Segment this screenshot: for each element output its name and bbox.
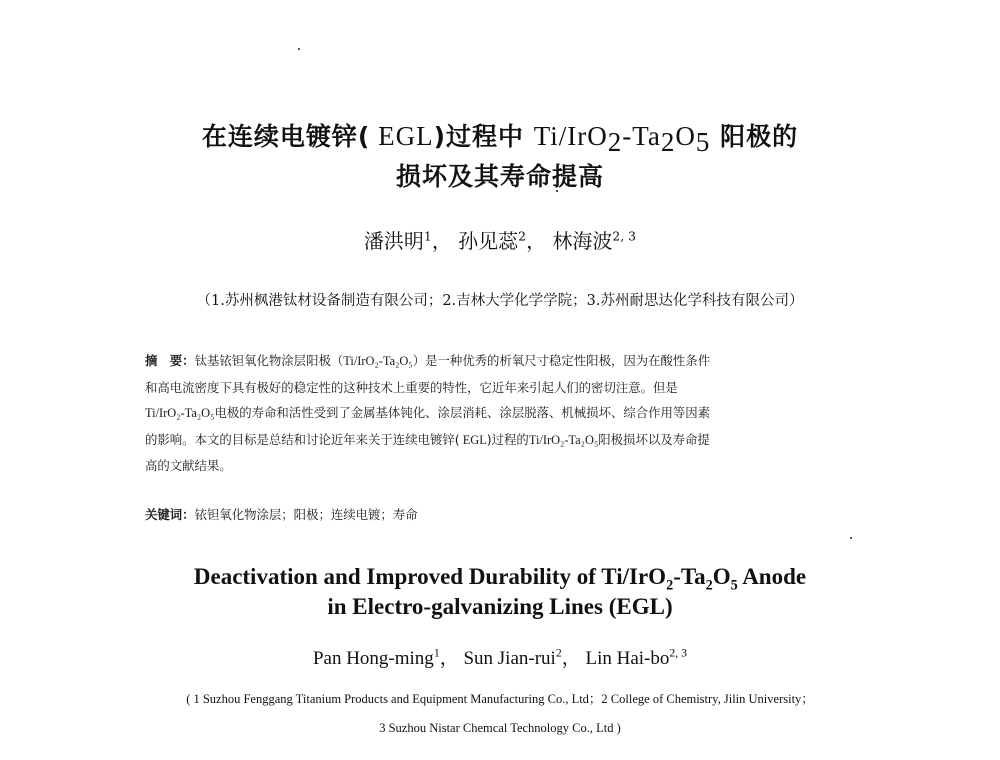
- chinese-title-line1: 在连续电镀锌( EGL)过程中 $Ti/IrO_2-Ta_2O_5$ 阳极的: [201, 121, 799, 157]
- keywords-label: 关键词：: [145, 507, 195, 522]
- author-cn: 林海波: [552, 229, 613, 253]
- author-cn: 孙见蕊: [458, 229, 519, 253]
- chinese-affiliations: （1.苏州枫港钛材设备制造有限公司；2.吉林大学化学学院；3.苏州耐思达化学科技有限公司）: [196, 293, 804, 309]
- abstract-label: 摘 要：: [145, 353, 195, 368]
- chinese-authors: 潘洪明$^1$， 孙见蕊$^2$， 林海波$^{2, 3}$: [363, 228, 637, 253]
- abstract-line: 的影响。本文的目标是总结和讨论近年来关于连续电镀锌( EGL)过程的Ti/IrO₂-Ta₂O₅阳极损坏以及寿命提: [145, 431, 710, 447]
- english-title-line1: Deactivation and Improved Durability of $Ti/IrO_2-Ta_2O_5$ Anode: [193, 564, 807, 594]
- abstract-cn: [145, 348, 855, 479]
- english-title-line2: in Electro-galvanizing Lines (EGL): [327, 594, 673, 619]
- author-cn: 潘洪明: [363, 229, 424, 253]
- author-en: Pan Hong-ming: [312, 648, 434, 669]
- scan-speck: [850, 537, 852, 539]
- abstract-line: 高的文献结果。: [145, 458, 232, 473]
- abstract-line: 摘 要：钛基铱钽氧化物涂层阳极（Ti/IrO₂-Ta₂O₅）是一种优秀的析氧尺寸稳定性阳极，因为在酸性条件: [145, 353, 711, 368]
- author-en: Sun Jian-rui: [463, 648, 556, 669]
- keywords-cn: 关键词：铱钽氧化物涂层；阳极；连续电镀；寿命: [145, 507, 418, 522]
- author-en: Lin Hai-bo: [585, 648, 670, 669]
- english-affiliations-line2: 3 Suzhou Nistar Chemcal Technology Co., Ltd ): [379, 721, 621, 735]
- abstract-line: Ti/IrO₂-Ta₂O₅电极的寿命和活性受到了金属基体钝化、涂层消耗、涂层脱落、机械损坏、综合作用等因素: [145, 405, 711, 420]
- chinese-title-line2: 损坏及其寿命提高: [395, 162, 604, 191]
- abstract-line: 和高电流密度下具有极好的稳定性的这种技术上重要的特性，它近年来引起人们的密切注意。但是: [145, 379, 678, 395]
- english-affiliations-line1: ( 1 Suzhou Fenggang Titanium Products and Equipment Manufacturing Co., Ltd；2 College of Chemistry, Jilin University；: [186, 692, 814, 706]
- english-authors: Pan Hong-ming$^1$， Sun Jian-rui$^2$， Lin Hai-bo$^{2, 3}$: [312, 646, 688, 669]
- scan-speck: [298, 48, 300, 50]
